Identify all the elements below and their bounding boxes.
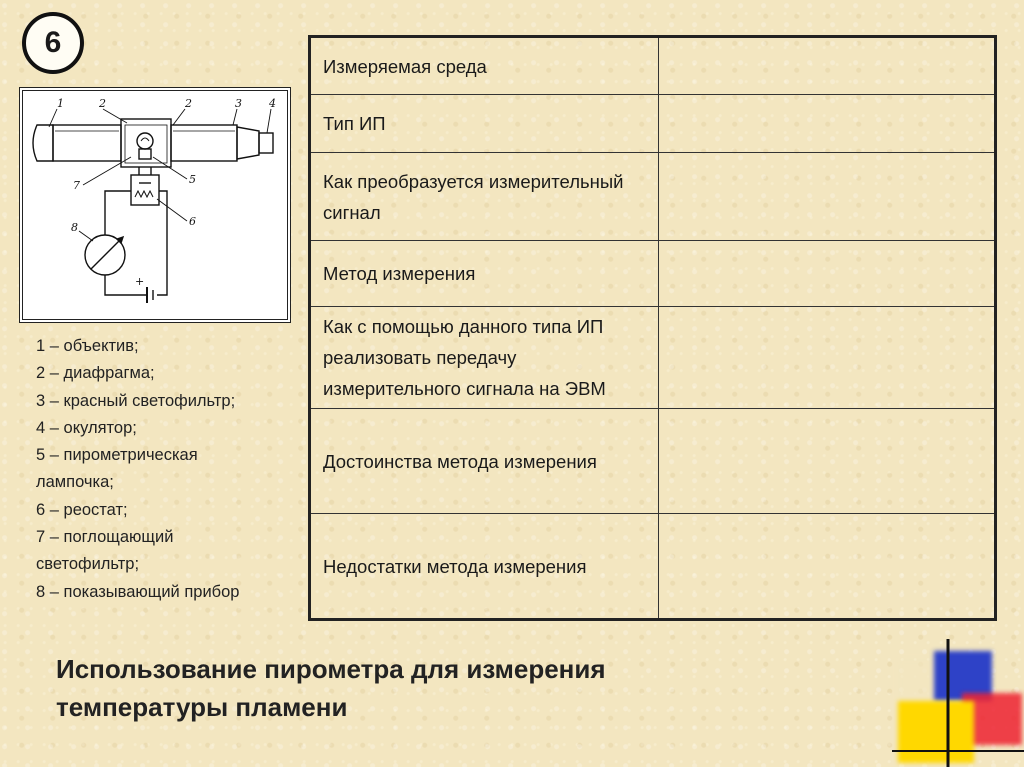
legend-item: светофильтр; [36, 555, 140, 574]
lamp-housing [121, 119, 171, 167]
row-label: Измеряемая среда [310, 37, 659, 95]
legend-item: лампочка; [36, 473, 114, 492]
row-label: Тип ИП [310, 95, 659, 153]
row-label: Как с помощью данного типа ИП реализовать передачу измерительного сигнала на ЭВМ [310, 307, 659, 409]
row-label: Метод измерения [310, 241, 659, 307]
row-label: Недостатки метода измерения [310, 514, 659, 620]
table-row [310, 514, 996, 620]
slide-title-line-2: температуры пламени [56, 692, 348, 722]
deco-yellow-block [898, 701, 974, 763]
pyrometer-diagram [19, 87, 291, 323]
slide-title [56, 650, 856, 726]
row-value-cell [659, 153, 996, 241]
table-row [310, 307, 996, 409]
objective-tube [33, 125, 121, 161]
legend-item: 6 – реостат; [36, 500, 128, 519]
row-value-cell [659, 95, 996, 153]
pyrometer-schematic [27, 95, 283, 315]
row-value-cell [659, 241, 996, 307]
row-label: Как преобразуется измерительный сигнал [310, 153, 659, 241]
table-row [310, 37, 996, 95]
legend-item: 4 – окулятор; [36, 418, 137, 437]
row-value-cell [659, 37, 996, 95]
legend-item: 5 – пирометрическая [36, 446, 198, 465]
row-value-cell [659, 409, 996, 514]
callout-7: 7 [73, 179, 80, 192]
decorative-color-blocks [892, 639, 1024, 767]
row-value-cell [659, 514, 996, 620]
legend-item: 8 – показывающий прибор [36, 582, 240, 601]
table-row [310, 409, 996, 514]
legend-item: 1 – объектив; [36, 337, 139, 355]
callout-5: 5 [189, 173, 196, 186]
row-value-cell [659, 307, 996, 409]
table-row [310, 241, 996, 307]
row-label: Достоинства метода измерения [310, 409, 659, 514]
slide-number-badge [22, 12, 84, 74]
pyrometer-properties-table [308, 35, 997, 621]
table-row [310, 95, 996, 153]
callout-4: 4 [269, 97, 276, 110]
callout-6: 6 [189, 215, 196, 228]
callout-8: 8 [71, 221, 78, 234]
callout-2: 2 [99, 97, 106, 110]
slide-number: 6 [44, 26, 62, 59]
callout-3: 3 [235, 97, 242, 110]
legend-item: 3 – красный светофильтр; [36, 391, 236, 410]
callout-1: 1 [57, 97, 64, 110]
callout-2b: 2 [185, 97, 192, 110]
legend-item: 7 – поглощающий [36, 528, 174, 547]
diagram-legend [36, 333, 294, 606]
battery-plus: + [135, 275, 145, 288]
table-row [310, 153, 996, 241]
eyepiece-tube [171, 125, 273, 161]
indicating-instrument [85, 235, 125, 275]
slide-title-line-1: Использование пирометра для измерения [56, 654, 606, 684]
rheostat [131, 167, 159, 205]
legend-item: 2 – диафрагма; [36, 364, 155, 383]
